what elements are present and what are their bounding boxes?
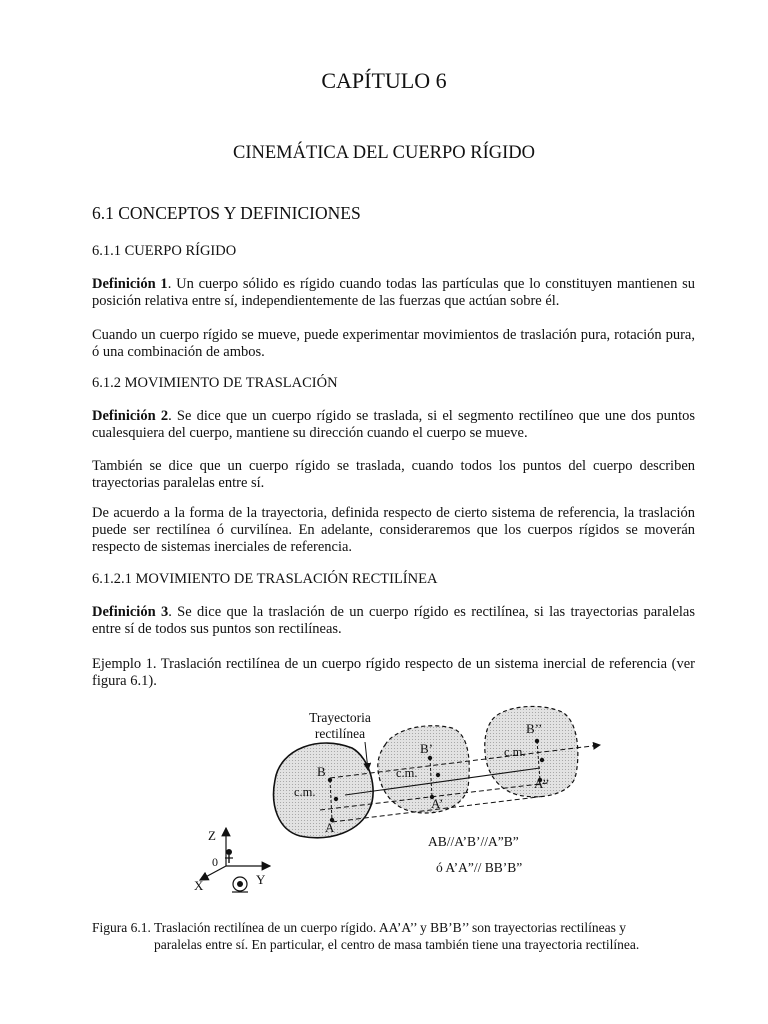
subsection-heading-traslacion: 6.1.2 MOVIMIENTO DE TRASLACIÓN	[92, 375, 338, 391]
definition-1	[92, 276, 695, 310]
label-cm-3: c.m.	[504, 745, 526, 759]
definition-2	[92, 408, 695, 442]
subsection-heading-cuerpo-rigido: 6.1.1 CUERPO RÍGIDO	[92, 243, 237, 259]
label-trajectory-line1: Trayectoria	[309, 710, 371, 725]
camera-icon	[232, 877, 248, 892]
label-axis-y: Y	[256, 872, 266, 887]
label-axis-x: X	[194, 878, 204, 893]
paragraph-example-1: Ejemplo 1. Traslación rectilínea de un cuerpo rígido respecto de un sistema inercial de referencia (ver figura 6.1).	[92, 656, 695, 689]
definition-3-text: . Se dice que la traslación de un cuerpo rígido es rectilínea, si las trayectorias paralelas entre sí de todos sus puntos son rectilíneas.	[92, 604, 695, 637]
chapter-title: CINEMÁTICA DEL CUERPO RÍGIDO	[233, 143, 535, 163]
section-heading: 6.1 CONCEPTOS Y DEFINICIONES	[92, 203, 361, 223]
figure-caption-text-1: Traslación rectilínea de un cuerpo rígido. AA’A’’ y BB’B’’ son trayectorias rectilíneas y	[154, 920, 627, 935]
label-cm-2: c.m.	[396, 766, 418, 780]
subsection-heading-traslacion-rectilinea: 6.1.2.1 MOVIMIENTO DE TRASLACIÓN RECTILÍNEA	[92, 571, 438, 587]
label-cm-1: c.m.	[294, 785, 316, 799]
figure-rectilinear-translation	[180, 700, 620, 910]
label-B-prime: B’	[420, 741, 433, 756]
rigid-body-position-2	[378, 726, 469, 813]
figure-caption-text-2: paralelas entre sí. En particular, el centro de masa también tiene una trayectoria rectilínea.	[154, 936, 640, 952]
relation-trajectories: ó A’A”// BB’B”	[436, 860, 523, 875]
label-A-prime: A’	[431, 796, 444, 811]
label-B: B	[317, 764, 326, 779]
label-B-double-prime: B’’	[526, 721, 543, 736]
figure-caption	[92, 920, 695, 953]
definition-2-text: . Se dice que un cuerpo rígido se traslada, si el segmento rectilíneo que une dos puntos cualesquiera del cuerpo, mantiene su dirección cuando el cuerpo se mueve.	[92, 408, 695, 441]
figure-caption-label: Figura 6.1.	[92, 920, 151, 935]
paragraph-trajectory-shape: De acuerdo a la forma de la trayectoria, definida respecto de cierto sistema de referencia, la traslación puede ser rectilínea ó curvilínea. En adelante, consideraremos que los cuerpos rígidos se moverán respecto de sistemas inerciales de referencia.	[92, 505, 695, 555]
label-axis-z: Z	[208, 828, 216, 843]
definition-1-text: . Un cuerpo sólido es rígido cuando todas las partículas que lo constituyen mantienen su posición relativa entre sí, independientemente de las fuerzas que actúan sobre él.	[92, 276, 696, 309]
label-trajectory-line2: rectilínea	[314, 726, 366, 741]
definition-3	[92, 604, 695, 638]
paragraph-parallel-trajectories: También se dice que un cuerpo rígido se traslada, cuando todos los puntos del cuerpo describen trayectorias paralelas entre sí.	[92, 458, 695, 491]
rigid-body-initial	[274, 743, 374, 838]
relation-segments: AB//A’B’//A”B”	[428, 834, 519, 849]
definition-2-label: Definición 2	[92, 408, 169, 424]
paragraph-movements: Cuando un cuerpo rígido se mueve, puede experimentar movimientos de traslación pura, rotación pura, ó una combinación de ambos.	[92, 327, 695, 360]
chapter-heading: CAPÍTULO 6	[321, 68, 447, 93]
label-origin: 0	[212, 855, 218, 869]
definition-1-label: Definición 1	[92, 276, 168, 292]
rigid-body-position-3	[485, 706, 578, 796]
label-A-double-prime: A’’	[534, 776, 550, 791]
definition-3-label: Definición 3	[92, 604, 169, 620]
label-A: A	[325, 820, 335, 835]
